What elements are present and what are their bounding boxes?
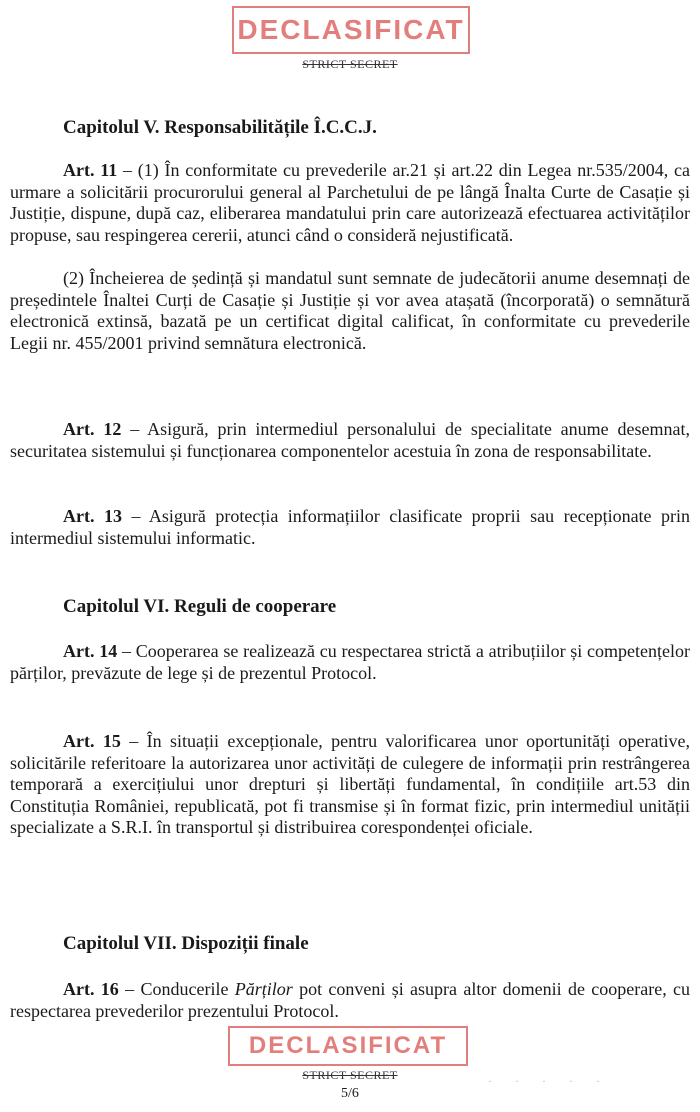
faded-stamp-marks: · · · · ·	[488, 1074, 610, 1088]
article-11-text-1: – (1) În conformitate cu prevederile ar.21 și art.22 din Legea nr.535/2004, ca urmare a solicitării procurorului general al Parchetului de pe lângă Înalta Curte de Casație și Justiție, dispune, după caz, eliberarea mandatului prin care autorizează efectuarea activităților propuse, sau respingerea cererii, atunci când o consideră nejustificată.	[10, 160, 690, 245]
chapter-6-title: Capitolul VI. Reguli de cooperare	[63, 596, 337, 617]
article-14-label: Art. 14	[63, 641, 118, 661]
article-11-paragraph-2	[10, 268, 690, 354]
article-16-paragraph	[10, 979, 690, 1022]
article-16-parties-emphasis: Părților	[234, 979, 293, 999]
chapter-5-title: Capitolul V. Responsabilitățile Î.C.C.J.	[63, 117, 377, 138]
article-11-label: Art. 11	[63, 160, 118, 180]
classification-mark-top	[260, 57, 440, 72]
article-16-text-before: – Conducerile	[125, 979, 229, 999]
chapter-7-title: Capitolul VII. Dispoziții finale	[63, 933, 309, 954]
declassified-stamp-bottom: DECLASIFICAT	[228, 1026, 468, 1066]
article-11-paragraph-1	[10, 160, 690, 246]
article-14-text: – Cooperarea se realizează cu respectarea strictă a atribuțiilor și competențelor părților, prevăzute de lege și de prezentul Protocol.	[10, 641, 690, 683]
article-15-label: Art. 15	[63, 731, 121, 751]
article-11-text-2: (2) Încheierea de ședință și mandatul sunt semnate de judecătorii anume desemnați de președintele Înaltei Curți de Casație și Justiție și vor avea atașată (încorporată) o semnătură electronică extinsă, bazată pe un certificat digital calificat, în conformitate cu prevederile Legii nr. 455/2001 privind semnătura electronică.	[10, 268, 690, 353]
article-13-paragraph	[10, 506, 690, 549]
declassified-stamp-top: DECLASIFICAT	[232, 6, 470, 54]
article-16-text-after: pot conveni și asupra altor domenii de cooperare, cu respectarea prevederilor prezentului Protocol.	[10, 979, 691, 1021]
article-12-label: Art. 12	[63, 419, 122, 439]
classification-mark-bottom	[260, 1068, 440, 1083]
article-12-text: – Asigură, prin intermediul personalului de specialitate anume desemnat, securitatea sistemului și funcționarea componentelor acestuia în zona de responsabilitate.	[10, 419, 691, 461]
classification-label: STRICT SECRET	[302, 57, 398, 71]
article-14-paragraph	[10, 641, 690, 684]
article-15-text: – În situații excepționale, pentru valorificarea unor oportunități operative, solicitările referitoare la autorizarea unor activități de culegere de informații prin restrângerea temporară a exercițiului unor drepturi și libertăți fundamental, în condițiile art.53 din Constituția României, republicată, pot fi transmise și în format fizic, prin intermediul unității specializate a S.R.I. în transportul și distribuirea corespondenței oficiale.	[10, 731, 691, 837]
page-number: 5/6	[341, 1086, 359, 1101]
article-13-text: – Asigură protecția informațiilor clasificate proprii sau recepționate prin intermediul sistemului informatic.	[10, 506, 691, 548]
article-12-paragraph	[10, 419, 690, 462]
article-15-paragraph	[10, 731, 690, 839]
article-16-label: Art. 16	[63, 979, 119, 999]
article-13-label: Art. 13	[63, 506, 122, 526]
classification-label-bottom: STRICT SECRET	[302, 1068, 398, 1082]
